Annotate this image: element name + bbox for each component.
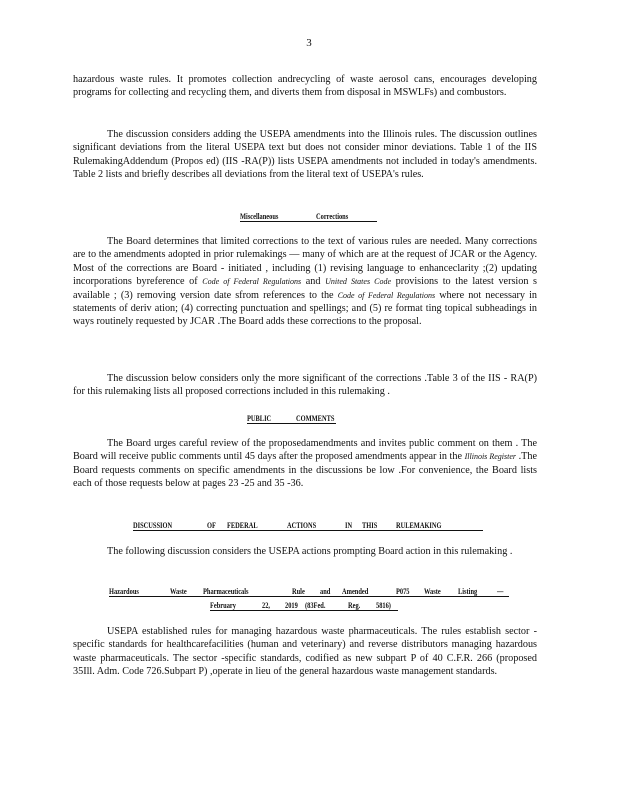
heading-haz-word-7: P075 [396,587,410,596]
public-comments-text-1: The Board urges careful review of the proposedamendments and invites public comment on them . The Board will receive public comments until 45 days after the proposed amendments appear in the [73,438,537,463]
heading-haz-word-9: Listing [458,587,478,596]
heading-haz-date-word-2: 22, [262,601,270,610]
heading-discussion-underline [133,530,483,531]
heading-discussion-word-4: ACTIONS [287,521,317,530]
heading-haz-date-word-4: (83Fed. [305,601,326,610]
heading-discussion-word-5: IN [345,521,353,530]
heading-haz-underline-1 [109,596,509,597]
heading-haz-word-5: and [320,587,331,596]
heading-haz-date-word-1: February [210,601,236,610]
heading-haz-word-10: — [497,587,504,596]
illinois-register-italic: Illinois Register [464,452,517,462]
paragraph-public-comments [73,437,537,491]
paragraph-pharmaceuticals: USEPA established rules for managing hazardous waste pharmaceuticals. The rules establish sector - specific standards for healthcarefacilities (human and veterinary) and reverse distributors managing hazardous waste pharmaceuticals. The sector -specific standards, codified as new subpart P of 40 C.F.R. 266 (proposed 35Ill. Adm. Code 726.Subpart P) ,operate in lieu of the general hazardous waste management standards. [73,626,537,678]
heading-discussion-word-6: THIS [362,521,378,530]
corrections-text-4: where not necessary in statements of deriv ation; (4) correcting punctuation and spellings; and (5) re format ting topical subheadings in ways routinely requested by JCAR .The Board adds these corrections to the proposal. [73,289,537,328]
paragraph-corrections [73,235,537,329]
page-number: 3 [306,37,312,49]
heading-haz-date-word-5: Reg. [348,601,361,610]
heading-haz-underline-2 [210,610,398,611]
heading-haz-word-2: Waste [170,587,187,596]
heading-haz-word-6: Amended [342,587,369,596]
heading-haz-word-3: Pharmaceuticals [203,587,249,596]
heading-public-underline [247,423,336,424]
heading-public: PUBLIC [247,414,272,423]
paragraph-following-discussion: The following discussion considers the USEPA actions prompting Board action in this rulemaking . [107,546,513,557]
heading-haz-word-1: Hazardous [109,587,139,596]
heading-haz-word-8: Waste [424,587,441,596]
heading-haz-date-word-3: 2019 [285,601,298,610]
heading-discussion-word-3: FEDERAL [227,521,258,530]
paragraph-usepa-amendments: The discussion considers adding the USEPA amendments into the Illinois rules. The discussion outlines significant deviations from the literal USEPA text but does not consider minor deviations. Table 1 of the IIS RulemakingAddendum (Propos ed) (IIS -RA(P)) lists USEPA amendments not included in today's amendments. Table 2 lists and briefly describes all deviations from the literal text of USEPA's rules. [73,129,537,181]
corrections-text-1: The Board determines that limited corrections to the text of various rules are needed. Many corrections are to the amendments adopted in prior rulemakings — many of which are at the request of JCAR or the Agency. Most of the corrections are Board - initiated , including (1) revising language to enhanceclarity ;(2) updating incorporations byreference of [73,236,537,288]
heading-discussion-word-7: RULEMAKING [396,521,442,530]
heading-corrections: Corrections [316,212,349,221]
heading-haz-date-word-6: 5816) [376,601,391,610]
heading-discussion-word-1: DISCUSSION [133,521,173,530]
corrections-text-2: and [305,276,321,288]
corrections-text-3: provisions to the latest version s available ; (3) removing version date sfrom references to the [73,276,538,301]
public-comments-text-2: .The Board requests comments on specific amendments in the discussions be low .For convenience, the Board lists each of those requests below at pages 23 -25 and 35 -36. [73,451,538,490]
usc-italic: United States Code [325,277,392,287]
cfr-italic-2: Code of Federal Regulations [337,290,436,300]
paragraph-significant-corrections: The discussion below considers only the more significant of the corrections .Table 3 of the IIS - RA(P) for this rulemaking lists all proposed corrections included in this rulemaking . [73,373,537,398]
heading-miscellaneous: Miscellaneous [240,212,279,221]
heading-haz-word-4: Rule [292,587,305,596]
paragraph-aerosol-cans: hazardous waste rules. It promotes collection andrecycling of waste aerosol cans, encourages developing programs for collecting and recycling them, and diverts them from disposal in MSWLFs) and combustors. [73,74,537,99]
heading-misc-underline [240,221,377,222]
heading-comments: COMMENTS [296,414,335,423]
cfr-italic-1: Code of Federal Regulations [202,277,302,287]
heading-discussion-word-2: OF [207,521,216,530]
